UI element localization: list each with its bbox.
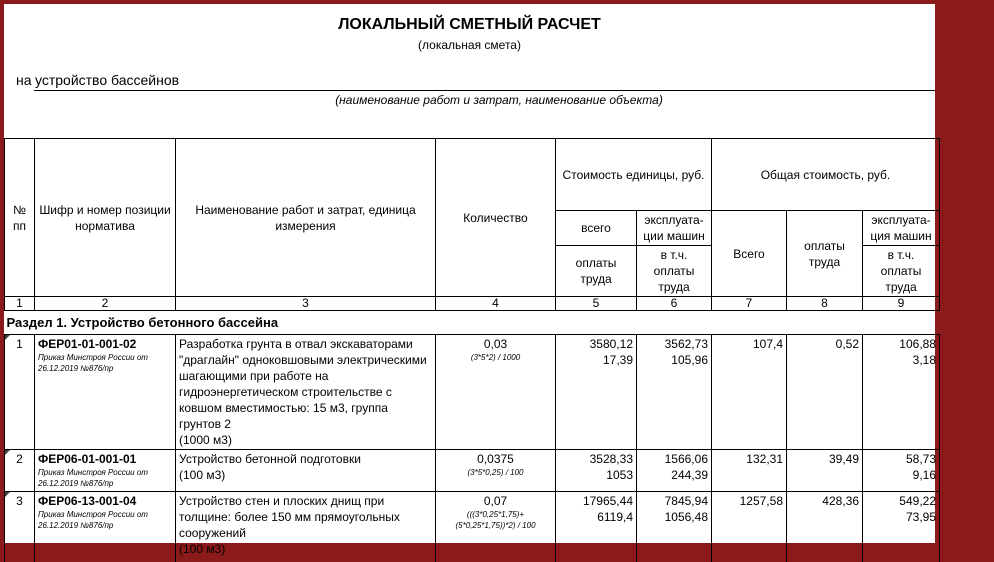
row-name: Устройство бетонной подготовки [179,452,361,466]
header-total-machines: эксплуата-ция машин [863,211,940,246]
column-number-row [5,297,940,311]
section-title: Раздел 1. Устройство бетонного бассейна [5,311,940,335]
row-unit: (1000 м3) [179,433,232,447]
row-name-cell [176,492,436,562]
header-total-machines-labor: в т.ч. оплаты труда [863,246,940,297]
row-number: 1 [5,335,35,450]
header-code: Шифр и номер позиции норматива [35,139,176,297]
object-prefix: на [16,72,32,88]
row-number: 2 [5,450,35,492]
row-unit-labor: 6119,4 [597,510,633,524]
table-row [5,335,940,450]
column-number: 5 [556,297,637,311]
row-name: Устройство стен и плоских днищ при толщине: более 150 мм прямоугольных сооружений [179,494,400,540]
header-unit-cost: Стоимость единицы, руб. [556,139,712,211]
header-name: Наименование работ и затрат, единица измерения [176,139,436,297]
row-total-machines-labor: 73,95 [905,510,936,524]
row-qty-cell [436,335,556,450]
row-unit-total: 3580,12 [589,337,633,351]
row-unit-machines-cell [637,450,712,492]
row-order: Приказ Минстроя России от 26.12.2019 №876/пр [38,468,148,488]
row-formula: (((3*0,25*1,75)+(5*0,25*1,75))*2) / 100 [455,510,536,530]
row-unit-machines: 3562,73 [664,337,708,351]
header-total-all: Всего [712,211,787,297]
column-number: 7 [712,297,787,311]
row-total-labor: 428,36 [787,492,863,562]
row-unit: (100 м3) [179,542,226,556]
row-total-machines-labor: 9,16 [912,468,936,482]
column-number: 9 [863,297,940,311]
header-unit-machines: эксплуата-ции машин [637,211,712,246]
row-unit: (100 м3) [179,468,226,482]
row-number: 3 [5,492,35,562]
header-unit-total: всего [556,211,637,246]
row-total-machines: 549,22 [899,494,936,508]
row-unit-machines-labor: 1056,48 [664,510,708,524]
column-number: 1 [5,297,35,311]
header-unit-machines-labor: в т.ч. оплаты труда [637,246,712,297]
row-total-machines-cell [863,335,940,450]
document-title: ЛОКАЛЬНЫЙ СМЕТНЫЙ РАСЧЕТ [338,16,601,33]
row-code-cell [35,492,176,562]
row-order: Приказ Минстроя России от 26.12.2019 №876/пр [38,510,148,530]
row-total-machines-labor: 3,18 [912,353,936,367]
row-unit-total: 17965,44 [582,494,633,508]
row-unit-machines-cell [637,492,712,562]
row-total-machines-cell [863,450,940,492]
header-total-cost: Общая стоимость, руб. [712,139,940,211]
row-qty-cell [436,492,556,562]
table-row [5,450,940,492]
row-qty: 0,0375 [477,452,514,466]
row-total-all: 107,4 [712,335,787,450]
row-code-cell [35,335,176,450]
column-number: 2 [35,297,176,311]
column-number: 4 [436,297,556,311]
row-code: ФЕР06-01-001-01 [38,452,137,466]
column-number: 6 [637,297,712,311]
row-total-all: 1257,58 [712,492,787,562]
row-name-cell [176,450,436,492]
header-qty: Количество [436,139,556,297]
row-unit-machines-labor: 244,39 [671,468,708,482]
row-qty: 0,03 [483,337,508,351]
header-unit-labor: оплаты труда [556,246,637,297]
row-code: ФЕР06-13-001-04 [38,494,137,508]
section-row [5,311,940,335]
row-unit-cost-cell [556,492,637,562]
column-number: 8 [787,297,863,311]
table-row [5,492,940,562]
row-unit-cost-cell [556,450,637,492]
row-unit-machines-labor: 105,96 [671,353,708,367]
estimate-table [4,138,940,562]
row-order: Приказ Минстроя России от 26.12.2019 №876/пр [38,353,148,373]
row-unit-machines-cell [637,335,712,450]
row-formula: (3*5*0,25) / 100 [467,468,524,477]
row-qty-cell [436,450,556,492]
row-name-cell [176,335,436,450]
column-number: 3 [176,297,436,311]
header-row-1 [5,139,940,211]
row-total-machines: 58,73 [905,452,936,466]
row-unit-total: 3528,33 [589,452,633,466]
object-name: устройство бассейнов [35,72,180,88]
row-unit-machines: 1566,06 [664,452,708,466]
estimate-sheet [4,4,936,556]
row-unit-cost-cell [556,335,637,450]
document-subtitle: (локальная смета) [418,38,521,52]
row-total-all: 132,31 [712,450,787,492]
row-unit-labor: 17,39 [602,353,633,367]
row-code: ФЕР01-01-001-02 [38,337,137,351]
header-total-labor: оплаты труда [787,211,863,297]
row-formula: (3*5*2) / 1000 [470,353,521,362]
row-name: Разработка грунта в отвал экскаваторами "драглайн" одноковшовыми электрическими шагающими при работе на гидроэнергетическом строительстве с ковшом вместимостью: 15 м3, группа грунтов 2 [179,337,427,431]
row-unit-machines: 7845,94 [664,494,708,508]
header-no: № пп [5,139,35,297]
row-total-labor: 39,49 [787,450,863,492]
row-code-cell [35,450,176,492]
object-caption: (наименование работ и затрат, наименование объекта) [335,93,663,107]
row-qty: 0,07 [483,494,508,508]
row-unit-labor: 1053 [606,468,633,482]
row-total-machines: 106,88 [899,337,936,351]
object-underline [34,90,935,91]
row-total-labor: 0,52 [787,335,863,450]
row-total-machines-cell [863,492,940,562]
